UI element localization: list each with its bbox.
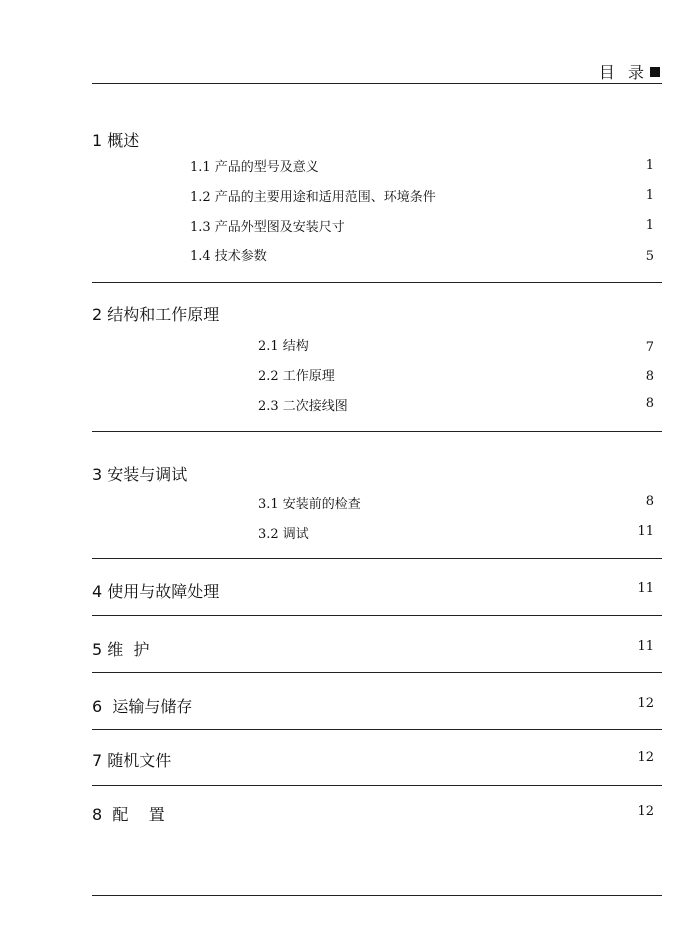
section-4-title: 4 使用与故障处理 — [92, 582, 220, 601]
footer-rule — [92, 895, 662, 896]
section-5-title: 5 维 护 — [92, 640, 150, 659]
toc-header-title: 目 录 — [598, 63, 648, 82]
toc-page-8: 12 — [637, 804, 654, 819]
section-3-title: 3 安装与调试 — [92, 465, 188, 484]
toc-entry-2-3: 2.3 二次接线图 — [258, 399, 348, 414]
toc-header — [599, 60, 660, 83]
toc-page-1-4: 5 — [645, 249, 654, 264]
section-divider — [92, 729, 662, 730]
header-rule — [92, 83, 662, 84]
toc-page-2-1: 7 — [645, 340, 654, 355]
section-divider — [92, 785, 662, 786]
toc-entry-3-1: 3.1 安装前的检查 — [258, 497, 361, 512]
toc-entry-1-3: 1.3 产品外型图及安装尺寸 — [190, 220, 345, 235]
toc-entry-1-4: 1.4 技术参数 — [190, 249, 267, 264]
section-divider — [92, 615, 662, 616]
toc-entry-2-2: 2.2 工作原理 — [258, 369, 335, 384]
section-1-title: 1 概述 — [92, 131, 140, 150]
toc-page-2-2: 8 — [645, 369, 654, 384]
section-2-title: 2 结构和工作原理 — [92, 305, 220, 324]
toc-entry-1-2: 1.2 产品的主要用途和适用范围、环境条件 — [190, 190, 436, 205]
toc-page-1-3: 1 — [645, 218, 654, 233]
toc-page-5: 11 — [637, 639, 654, 654]
section-divider — [92, 282, 662, 283]
section-8-title: 8 配 置 — [92, 805, 165, 824]
toc-entry-1-1: 1.1 产品的型号及意义 — [190, 160, 319, 175]
toc-entry-3-2: 3.2 调试 — [258, 527, 309, 542]
section-divider — [92, 672, 662, 673]
section-7-title: 7 随机文件 — [92, 751, 172, 770]
square-marker-icon — [650, 67, 660, 77]
section-divider — [92, 558, 662, 559]
toc-page-1-2: 1 — [645, 188, 654, 203]
toc-entry-2-1: 2.1 结构 — [258, 339, 309, 354]
toc-page-7: 12 — [637, 750, 654, 765]
toc-page-2-3: 8 — [645, 396, 654, 411]
toc-page-3-2: 11 — [637, 524, 654, 539]
toc-page-4: 11 — [637, 581, 654, 596]
section-divider — [92, 431, 662, 432]
toc-page-3-1: 8 — [645, 494, 654, 509]
section-6-title: 6 运输与储存 — [92, 697, 193, 716]
toc-page-6: 12 — [637, 696, 654, 711]
toc-page-1-1: 1 — [645, 158, 654, 173]
